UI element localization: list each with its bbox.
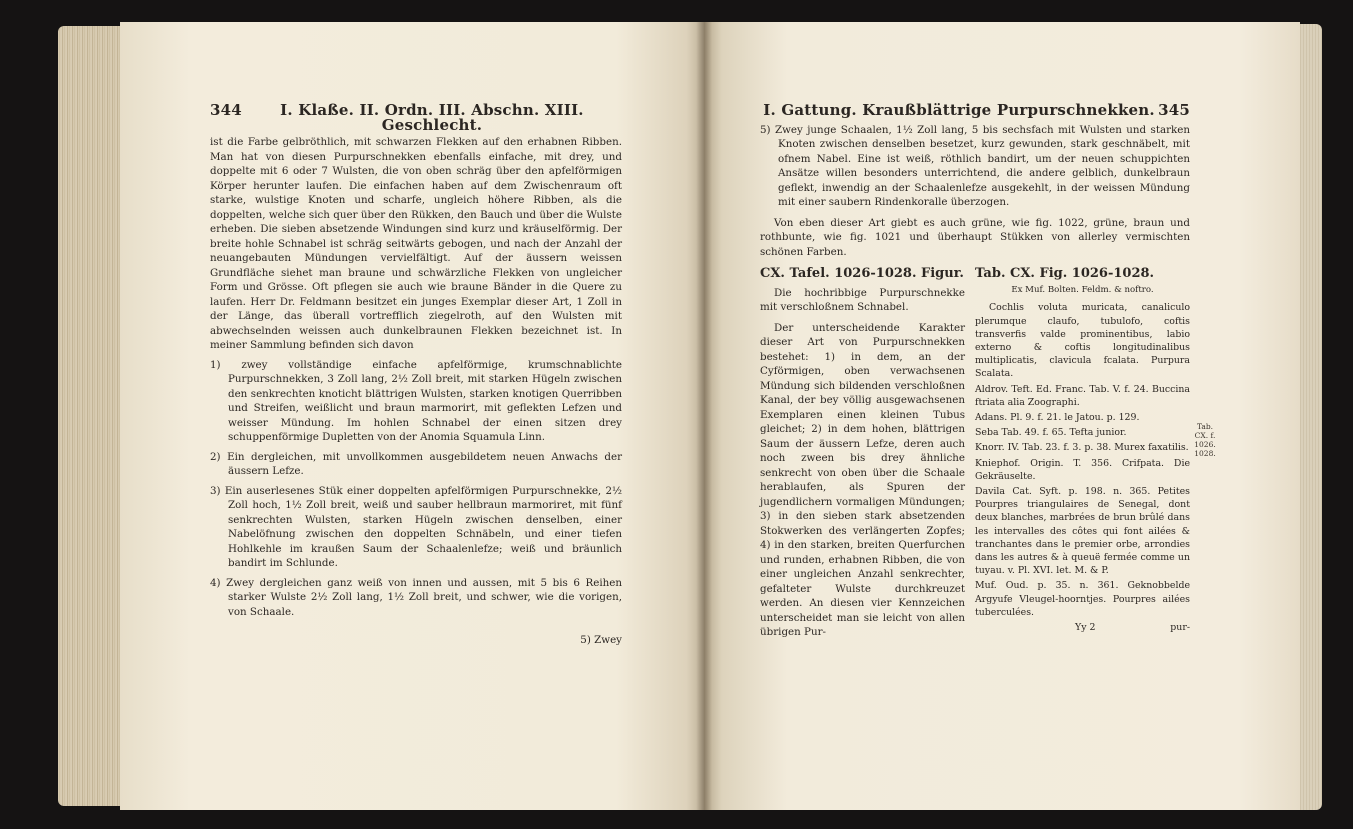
page-signature-line xyxy=(975,621,1190,634)
collection-source: Ex Muf. Bolten. Feldm. & noftro. xyxy=(1011,285,1154,296)
margin-note: Tab. CX. f. 1026. 1028. xyxy=(1194,422,1216,458)
list-item: 2) Ein dergleichen, mit unvollkommen ausgebildetem neuen Anwachs der äussern Lefze. xyxy=(210,450,622,477)
right-running-header xyxy=(760,103,1190,118)
species-entry xyxy=(760,267,1190,640)
left-page-content xyxy=(210,103,622,648)
list-item: 5) Zwey junge Schaalen, 1½ Zoll lang, 5 bis sechsfach mit Wulsten und starken Knoten zwischen denselben besetzet, kurz gewunden, stark geschnäbelt, mit ofnem Nabel. Eine ist weiß, röthlich bandirt, um der neuen schuppichten Ansätze willen besonders unterrichtend, die andere gelblich, dunkelbraun geflekt, inwendig an der Schaalenlefze ausgekehlt, in der weissen Mündung mit einer saubern Rindenkoralle überzogen. xyxy=(760,123,1190,208)
list-item: 3) Ein auserlesenes Stük einer doppelten apfelförmigen Purpurschnekke, 2½ Zoll hoch, 1½ Zoll breit, weiß und sauber hellbraun marmoriret, mit fünf senkrechten Wulsten, starken Hügeln zwischen denselben, einer Nabelöfnung zwischen den doppelten Schnäbeln, und einer tiefen Hohlkehle im kraußen Saum der Schaalenlefze; weiß und bräunlich bandirt im Schlunde. xyxy=(210,484,622,569)
left-header-title: I. Klaße. II. Ordn. III. Abschn. XIII. Geschlecht. xyxy=(280,101,584,134)
plate-heading: CX. Tafel. 1026-1028. Figur. xyxy=(760,266,964,281)
references xyxy=(975,383,1190,619)
right-page-number: 345 xyxy=(1158,101,1190,119)
reference: Adans. Pl. 9. f. 21. le Jatou. p. 129. xyxy=(975,412,1140,424)
reference: Seba Tab. 49. f. 65. Tefta junior. xyxy=(975,427,1127,439)
list-item: 4) Zwey dergleichen ganz weiß von innen und aussen, mit 5 bis 6 Reihen starker Wulste 2½ Zoll lang, 1½ Zoll breit, und schwer, wie die vorigen, von Schaale. xyxy=(210,576,622,618)
reference: Davila Cat. Syft. p. 198. n. 365. Petites Pourpres triangulaires de Senegal, dont deux blanches, marbrées de brun brûlé dans les intervalles des côtes qui font ailées & tranchantes dans le premier orbe, arrondies dans les autres & à queuë fermée comme un tuyau. v. Pl. XVI. let. M. & P. xyxy=(975,486,1190,577)
left-running-header xyxy=(210,103,622,132)
species-name: Die hochribbige Purpurschnekke mit verschloßnem Schnabel. xyxy=(760,286,965,313)
latin-column xyxy=(975,267,1190,640)
left-catchword: 5) Zwey xyxy=(580,634,622,646)
left-page-number: 344 xyxy=(210,101,242,119)
reference: Aldrov. Teft. Ed. Franc. Tab. V. f. 24. Buccina ftriata alia Zoographi. xyxy=(975,383,1190,408)
german-column xyxy=(760,267,965,640)
latin-plate-heading: Tab. CX. Fig. 1026-1028. xyxy=(975,266,1155,281)
reference: Knorr. IV. Tab. 23. f. 3. p. 38. Murex faxatilis. xyxy=(975,442,1189,454)
latin-description: Cochlis voluta muricata, canaliculo plerumque claufo, tubulofo, coftis transverfis valde prominentibus, labio externo & coftis longitudinalibus multiplicatis, clavicula fcalata. Purpura Scalata. xyxy=(975,302,1190,380)
reference: Kniephof. Origin. T. 356. Crifpata. Die Gekräuselte. xyxy=(975,457,1190,482)
book-gutter xyxy=(696,22,712,810)
species-description: Der unterscheidende Karakter dieser Art von Purpurschnekken bestehet: 1) in dem, an der Cyförmigen, oben verwachsenen Mündung sich bildenden verschloßnen Kanal, der bey völlig ausgewachsenen Exemplaren einen kleinen Tubus gleichet; 2) in dem hohen, blättrigen Saum der äussern Lefze, deren auch noch zween bis drey ähnliche senkrecht von oben über die Schaale herablaufen, als Spuren der jugendlichern vormaligen Mündungen; 3) in den sieben stark absetzenden Stokwerken des verlängerten Zopfes; 4) in den starken, breiten Querfurchen und runden, erhabnen Ribben, die von einer ungleichen Anzahl senkrechter, gefalteter Wulste durchkreuzet werden. An diesen vier Kennzeichen unterscheidet man sie leicht von allen übrigen Pur- xyxy=(760,321,965,638)
right-catchword: pur- xyxy=(1170,622,1190,634)
reference: Muf. Oud. p. 35. n. 361. Geknobbelde Argyufe Vleugel-hoorntjes. Pourpres ailées tuberculées. xyxy=(975,580,1190,618)
signature-mark: Yy 2 xyxy=(1075,622,1096,634)
right-page-content xyxy=(760,103,1190,640)
list-item: 1) zwey vollständige einfache apfelförmige, krumschnablichte Purpurschnekken, 3 Zoll lang, 2½ Zoll breit, mit starken Hügeln zwischen den senkrechten knoticht blättrigen Wulsten, starken knotigen Querribben und Streifen, weißlicht und braun marmorirt, mit geflekten Lefzen und weisser Mündung. Im hohlen Schnabel der einen sitzen drey schuppenförmige Dupletten von der Anomia Squamula Linn. xyxy=(210,358,622,443)
left-paragraph: ist die Farbe gelbröthlich, mit schwarzen Flekken auf den erhabnen Ribben. Man hat von diesen Purpurschnekken ebenfalls einfache, mit drey, und doppelte mit 6 oder 7 Wulsten, die von oben schräg über den apfelförmigen Körper herunter laufen. Die einfachen haben auf dem Zwischenraum oft starke, wulstige Knoten und scharfe, ungleich höhere Ribben, als die doppelten, welche sich quer über den Rükken, den Bauch und über die Wulste erheben. Die sieben absetzende Windungen sind kurz und kräuselförmig. Der breite hohle Schnabel ist schräg seitwärts gebogen, und nach der Anzahl der neuangebauten Mündungen vervielfältigt. Auf der äussern weissen Grundfläche siehet man braune und schwärzliche Flekken von ungleicher Form und Grösse. Oft pflegen sie auch wie braune Bänder in die Quere zu laufen. Herr Dr. Feldmann besitzet ein junges Exemplar dieser Art, 1 Zoll in der Länge, das überall vortrefflich ziegelroth, auf den Wulsten mit abwechselnden weissen auch dunkelbraunen Flekken bezeichnet ist. In meiner Sammlung befinden sich davon xyxy=(210,136,622,351)
right-paragraph: Von eben dieser Art giebt es auch grüne, wie fig. 1022, grüne, braun und rothbunte, wie fig. 1021 und überhaupt Stükken von allerley vermischten schönen Farben. xyxy=(760,216,1190,258)
right-header-title: I. Gattung. Kraußblättrige Purpurschnekken. xyxy=(763,101,1155,119)
